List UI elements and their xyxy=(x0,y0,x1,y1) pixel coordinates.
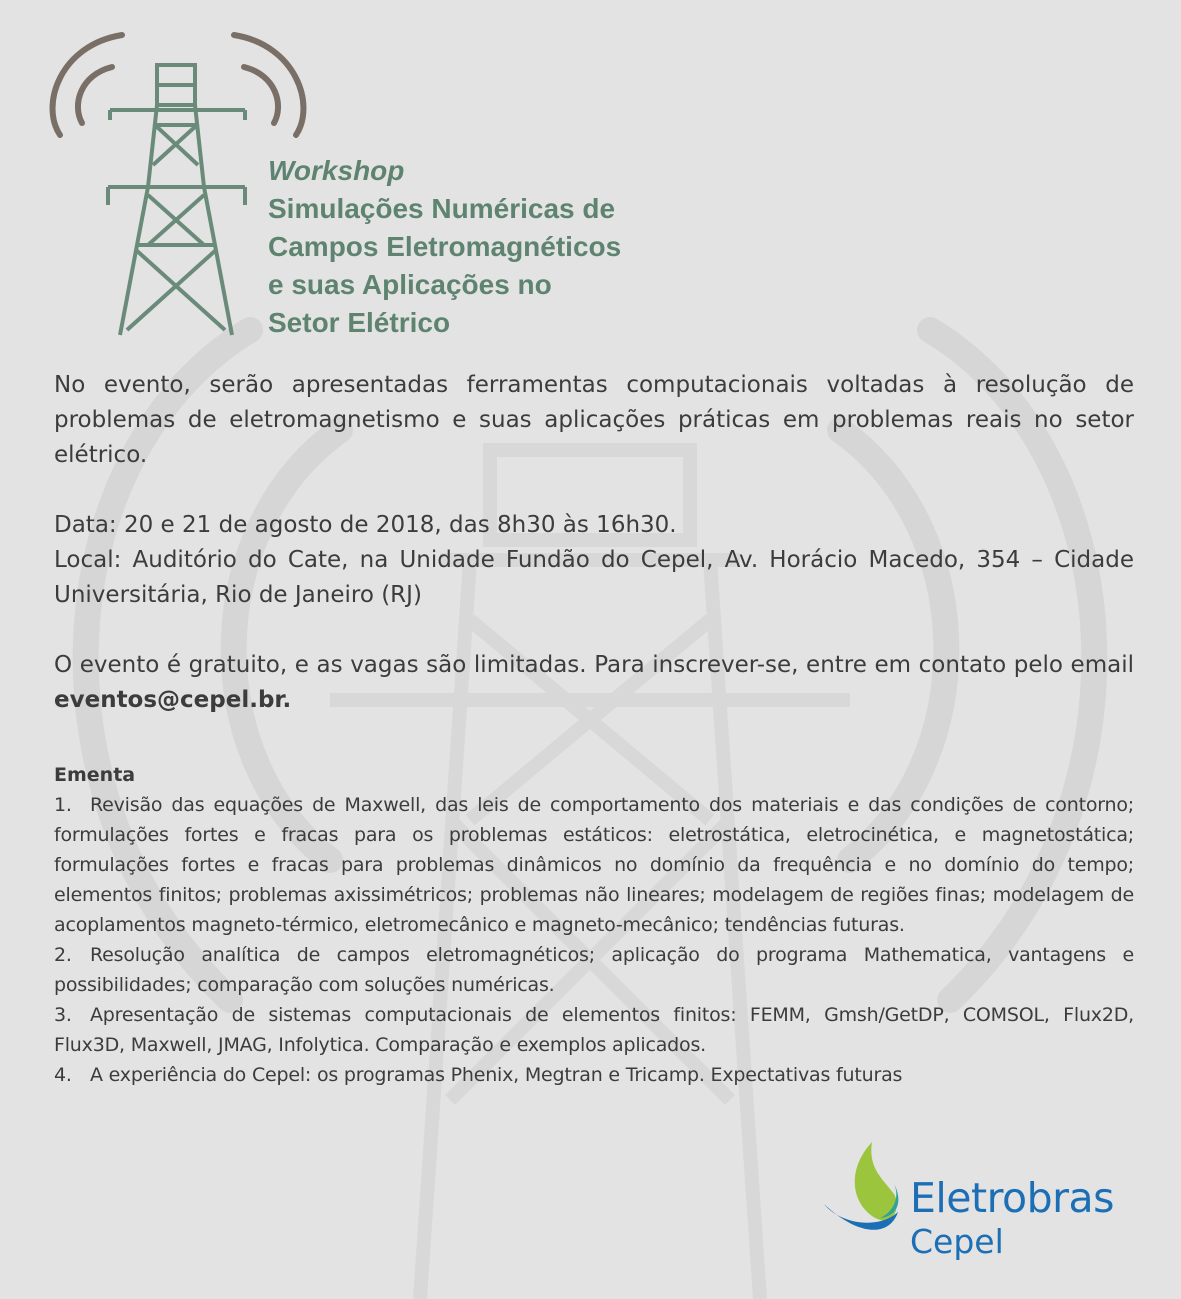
eletrobras-cepel-wordmark xyxy=(910,1174,1114,1262)
ementa-item-text: Apresentação de sistemas computacionais de elementos finitos: FEMM, Gmsh/GetDP, COMSOL, Flux2D, Flux3D, Maxwell, JMAG, Infolytica. Comparação e exemplos aplicados. xyxy=(54,1004,1134,1056)
ementa-item-4 xyxy=(54,1060,1134,1090)
ementa-item-1 xyxy=(54,790,1134,940)
ementa-item-number: 4. xyxy=(54,1064,72,1086)
title-line-1: Simulações Numéricas de xyxy=(268,193,616,224)
ementa-item-text: A experiência do Cepel: os programas Phenix, Megtran e Tricamp. Expectativas futuras xyxy=(90,1064,903,1086)
ementa-item-number: 3. xyxy=(54,1004,72,1026)
title-line-3: e suas Aplicações no xyxy=(268,269,552,300)
workshop-label: Workshop xyxy=(268,155,405,186)
workshop-title xyxy=(268,152,688,342)
registration-email-link[interactable]: eventos@cepel.br. xyxy=(54,687,292,713)
brand-name: Eletrobras xyxy=(910,1174,1115,1222)
ementa-heading: Ementa xyxy=(54,764,136,786)
title-line-2: Campos Eletromagnéticos xyxy=(268,231,622,262)
ementa-item-3 xyxy=(54,1000,1134,1060)
event-location: Local: Auditório do Cate, na Unidade Fundão do Cepel, Av. Horácio Macedo, 354 – Cidade Universitária, Rio de Janeiro (RJ) xyxy=(54,547,1134,608)
brand-sub: Cepel xyxy=(910,1222,1004,1261)
event-description xyxy=(54,368,1134,1090)
ementa-item-text: Resolução analítica de campos eletromagnéticos; aplicação do programa Mathematica, vantagens e possibilidades; comparação com soluções numéricas. xyxy=(54,944,1134,996)
ementa-item-number: 2. xyxy=(54,944,72,966)
title-line-4: Setor Elétrico xyxy=(268,307,451,338)
ementa-item-text: Revisão das equações de Maxwell, das leis de comportamento dos materiais e das condições de contorno; formulações fortes e fracas para os problemas estáticos: eletrostática, eletrocinética, e magnetostática; formulações fortes e fracas para problemas dinâmicos no domínio da frequência e no domínio do tempo; elementos finitos; problemas axissimétricos; problemas não lineares; modelagem de regiões finas; modelagem de acoplamentos magneto-térmico, eletromecânico e magneto-mecânico; tendências futuras. xyxy=(54,794,1134,936)
ementa-item-number: 1. xyxy=(54,794,72,816)
intro-paragraph: No evento, serão apresentadas ferramentas computacionais voltadas à resolução de problemas de eletromagnetismo e suas aplicações práticas em problemas reais no setor elétrico. xyxy=(54,372,1134,468)
ementa-item-2 xyxy=(54,940,1134,1000)
event-date: Data: 20 e 21 de agosto de 2018, das 8h30 às 16h30. xyxy=(54,512,677,538)
registration-paragraph xyxy=(54,648,1134,718)
registration-text: O evento é gratuito, e as vagas são limitadas. Para inscrever-se, entre em contato pelo email xyxy=(54,652,1134,678)
